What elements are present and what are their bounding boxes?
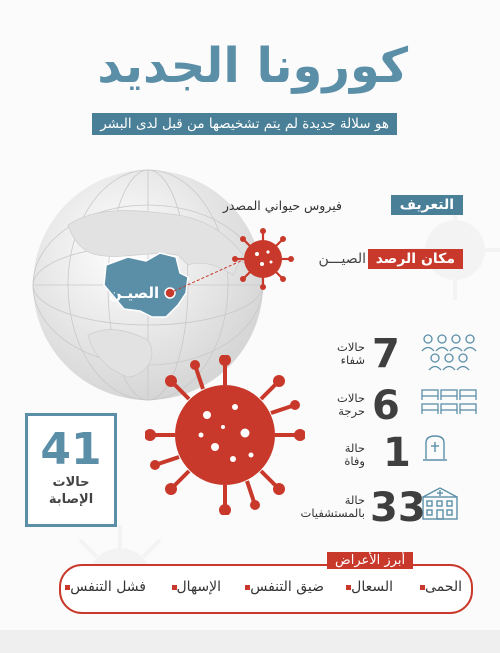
symptom-item	[242, 579, 324, 595]
stat-recovered-label-line1: حالات	[337, 340, 365, 354]
page-subtitle: هو سلالة جديدة لم يتم تشخيصها من قبل لدى البشر	[92, 113, 397, 135]
stat-deaths-label-line2: وفاة	[344, 454, 365, 468]
total-cases-label-line2: الإصابة	[48, 492, 94, 507]
total-cases-value: 41	[40, 424, 102, 475]
stat-critical-value: 6	[372, 383, 400, 429]
stat-deaths-value: 1	[383, 430, 411, 476]
stat-hospitalized-label-line1: حالة	[344, 493, 365, 507]
stat-hospitalized-label-line2: بالمستشفيات	[300, 506, 365, 520]
virus-large-icon	[145, 355, 305, 515]
symptoms-label: أبرز الأعراض	[327, 552, 413, 569]
stat-hospitalized-value: 33	[370, 485, 426, 531]
symptom-item	[169, 579, 222, 595]
symptom-label: الحمى	[425, 579, 462, 595]
symptom-label: الإسهال	[176, 579, 221, 595]
location-text: الصيـــن	[318, 251, 366, 267]
symptom-label: فشل التنفس	[70, 579, 146, 595]
symptom-label: السعال	[351, 579, 393, 595]
total-cases-label-line1: حالات	[52, 475, 90, 490]
stat-deaths-label-line1: حالة	[344, 441, 365, 455]
symptom-item	[62, 579, 146, 595]
map-china-label: الصيـن	[108, 284, 160, 302]
location-label: مكان الرصد	[368, 249, 463, 269]
stat-critical-label-line1: حالات	[337, 391, 365, 405]
hospital-building-icon	[420, 485, 460, 521]
stat-critical-label-line2: حرجة	[338, 404, 365, 418]
stat-recovered-label-line2: شفاء	[340, 353, 365, 367]
total-cases-box	[25, 413, 117, 527]
footer-bar	[0, 630, 500, 653]
symptom-label: ضيق التنفس	[250, 579, 324, 595]
page-title: كورونا الجديد	[97, 38, 408, 94]
stat-recovered-value: 7	[372, 331, 400, 377]
virus-small-icon	[232, 228, 294, 290]
hospital-beds-icon	[420, 386, 478, 416]
tombstone-icon	[422, 433, 448, 463]
symptom-item	[417, 579, 462, 595]
recovered-people-icon	[420, 333, 478, 373]
symptom-item	[343, 579, 393, 595]
definition-label: التعريف	[391, 195, 463, 215]
definition-text: فيروس حيواني المصدر	[222, 198, 342, 213]
